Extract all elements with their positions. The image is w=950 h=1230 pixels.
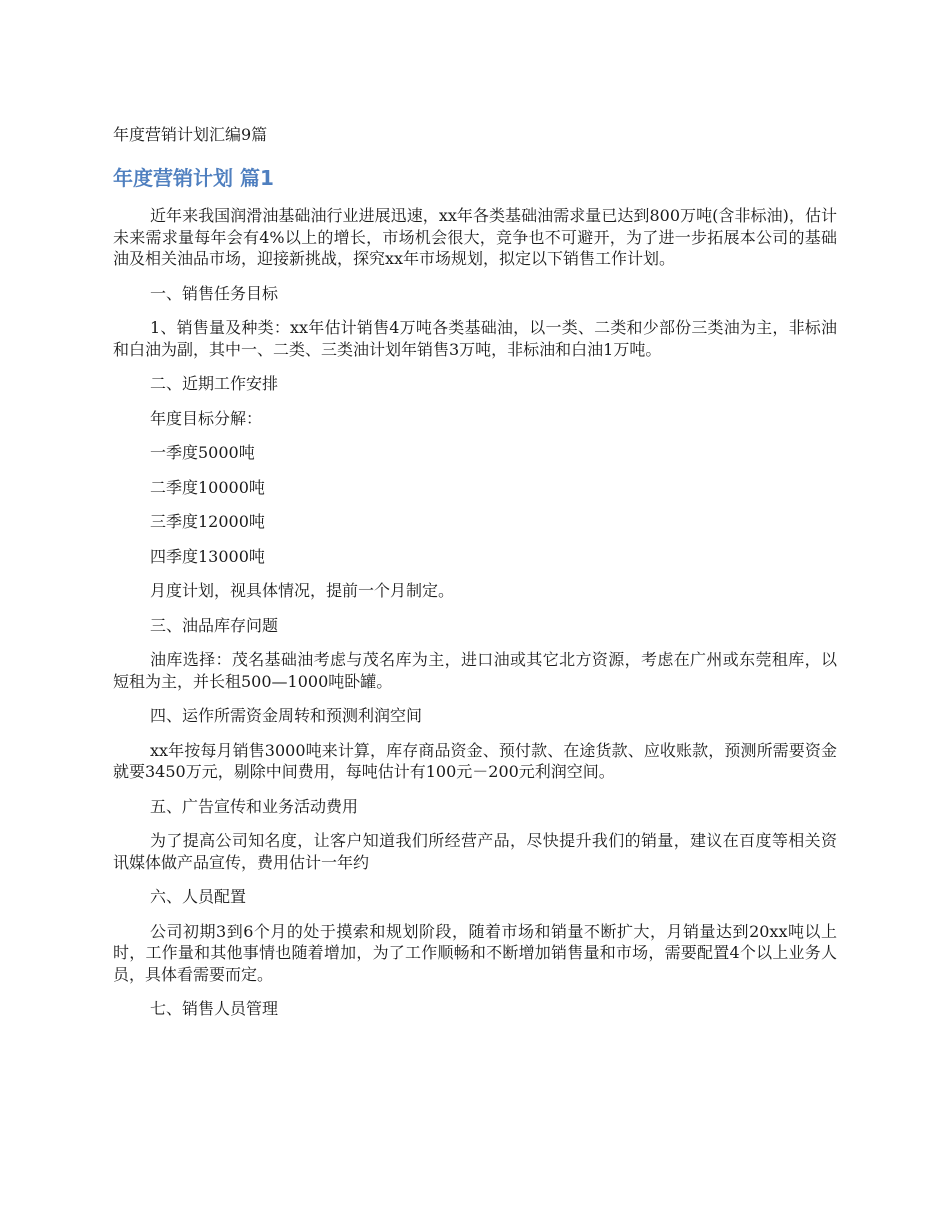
section-title-4: 四、运作所需资金周转和预测利润空间: [150, 706, 423, 725]
section-title-5: 五、广告宣传和业务活动费用: [150, 796, 359, 816]
section-title-2: 二、近期工作安排: [150, 374, 279, 393]
paragraph-funds: xx年按每月销售3000吨来计算，库存商品资金、预付款、在途货款、应收账款，预测所需要资金就要3450万元，剔除中间费用，每吨估计有100元－200元利润空间。: [113, 740, 837, 781]
paragraph-depot: 油库选择：茂名基础油考虑与茂名库为主，进口油或其它北方资源，考虑在广州或东莞租库，以短租为主，并长租500—1000吨卧罐。: [113, 650, 837, 691]
paragraph-q4: 四季度13000吨: [150, 546, 265, 566]
paragraph-q1: 一季度5000吨: [150, 443, 255, 462]
section-title-7: 七、销售人员管理: [150, 999, 279, 1018]
paragraph-q2: 二季度10000吨: [150, 477, 265, 497]
section-title-1: 一、销售任务目标: [150, 283, 279, 303]
paragraph-annual-target: 年度目标分解：: [150, 408, 263, 428]
document-title: 年度营销计划汇编9篇: [113, 125, 268, 144]
paragraph-sales-volume: 1、销售量及种类：xx年估计销售4万吨各类基础油，以一类、二类和少部份三类油为主，非标油和白油为副，其中一、二类、三类油计划年销售3万吨，非标油和白油1万吨。: [113, 318, 837, 359]
paragraph-monthly-plan: 月度计划，视具体情况，提前一个月制定。: [150, 581, 455, 600]
paragraph-intro: 近年来我国润滑油基础油行业进展迅速，xx年各类基础油需求量已达到800万吨(含非标油)，估计未来需求量每年会有4%以上的增长，市场机会很大，竞争也不可避开，为了进一步拓展本公司的基础油及相关油品市场，迎接新挑战，探究xx年市场规划，拟定以下销售工作计划。: [113, 206, 837, 268]
paragraph-q3: 三季度12000吨: [150, 512, 265, 531]
paragraph-advertising: 为了提高公司知名度，让客户知道我们所经营产品，尽快提升我们的销量，建议在百度等相关资讯媒体做产品宣传，费用估计一年约: [113, 831, 837, 872]
section-title-3: 三、油品库存问题: [150, 615, 279, 635]
section-heading: 年度营销计划 篇1: [113, 166, 274, 190]
paragraph-staffing: 公司初期3到6个月的处于摸索和规划阶段，随着市场和销量不断扩大，月销量达到20xx吨以上时，工作量和其他事情也随着增加，为了工作顺畅和不断增加销售量和市场，需要配置4个以上业务人员，具体看需要而定。: [113, 921, 837, 984]
document-body: [113, 205, 837, 1033]
section-title-6: 六、人员配置: [150, 887, 247, 906]
